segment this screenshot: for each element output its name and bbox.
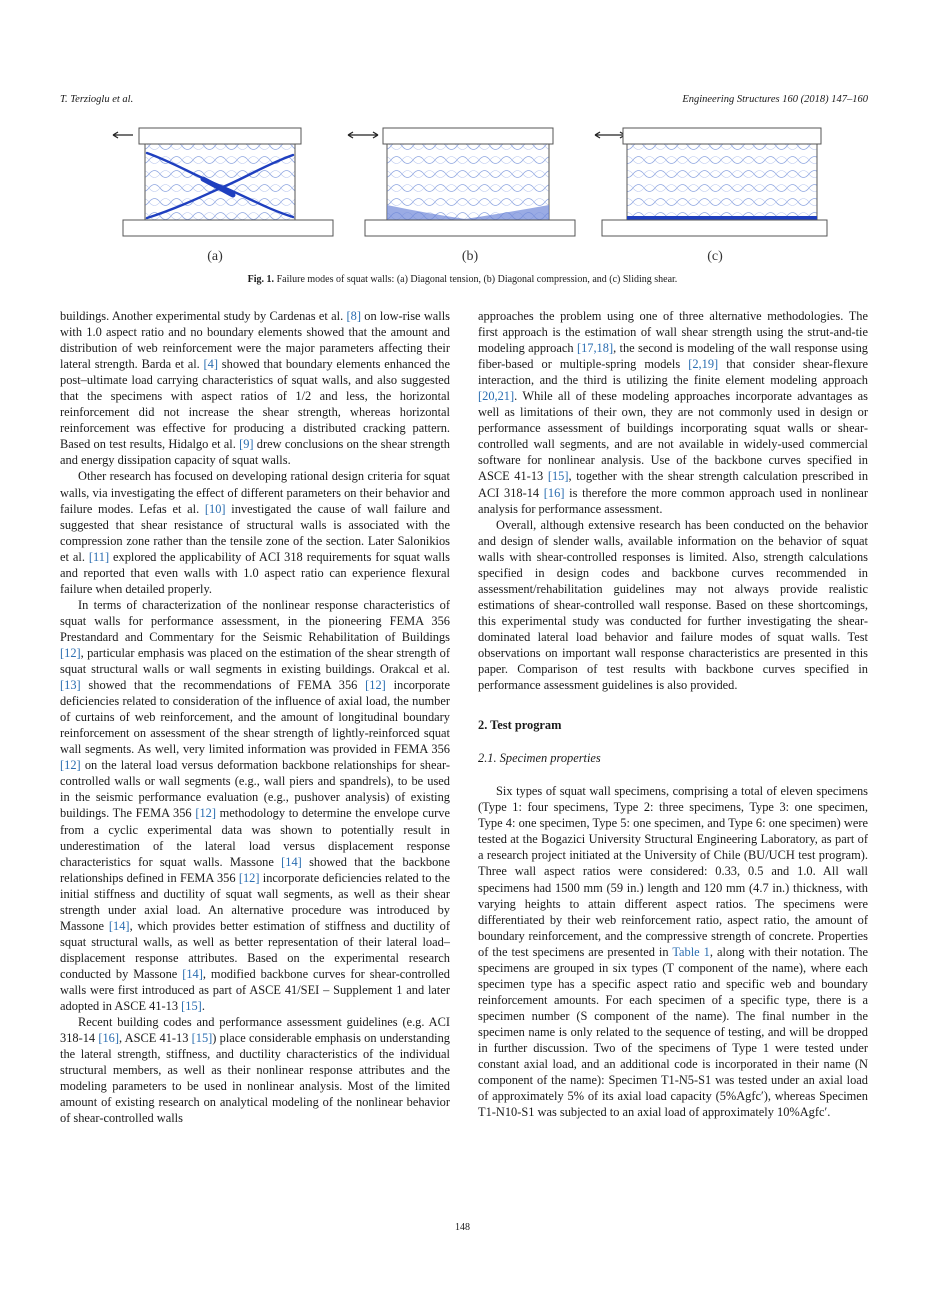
panel-c-sliding-shear: [595, 128, 827, 236]
wall-top-beam: [139, 128, 301, 144]
panel-label-b: (b): [461, 249, 479, 264]
citation-link[interactable]: [12]: [60, 645, 81, 660]
citation-link[interactable]: [11]: [88, 549, 110, 564]
citation-link[interactable]: [17,18]: [576, 341, 614, 356]
wall-foundation: [365, 220, 575, 236]
citation-link[interactable]: [14]: [108, 918, 130, 933]
paragraph: buildings. Another experimental study by Cardenas et al. [8] on low-rise walls with 1.0 aspect ratio and no boundary elements showed that the amount and distribution of web reinforcement were the major parameters affecting their lateral strength. Barda et al. [4] showed that boundary elements enhanced the post–ultimate load carrying characteristics of squat walls, and also suggested that the specimens with aspect ratios of 1/2 and less, the horizontal reinforcement did not increase the shear strength, whereas horizontal reinforcement was effective for producing a distributed cracking pattern. Based on test results, Hidalgo et al. [9] drew conclusions on the shear strength and energy dissipation capacity of squat walls.: [60, 309, 450, 468]
paragraph: Overall, although extensive research has been conducted on the behavior and design of slender walls, available information on the behavior of squat walls with shear-controlled responses is limited. Also, strength calculations specified in design codes and backbone curves recommended in assessment/rehabilitation guidelines may not always provide realistic estimations of shear-controlled wall response. Based on these shortcomings, this experimental study was conducted for further investigating the shear-dominated lateral load behavior and failure modes of squat walls. Test observations on important wall response characteristics are presented in this paper. Comparison of test results with backbone curves specified in performance assessment guidelines is also provided.: [478, 517, 868, 693]
wall-top-beam: [383, 128, 553, 144]
panel-b-diagonal-compression: [348, 128, 575, 236]
citation-link[interactable]: [12]: [60, 758, 81, 773]
citation-link[interactable]: [16]: [543, 485, 565, 500]
load-arrow-icon: [113, 132, 133, 138]
wall-web: [387, 144, 549, 220]
citation-link[interactable]: [2,19]: [688, 357, 719, 372]
panel-label-c: (c): [707, 249, 723, 264]
caption-label: Fig. 1.: [247, 274, 275, 285]
citation-link[interactable]: [15]: [181, 999, 202, 1014]
running-header-authors: T. Terzioglu et al.: [60, 94, 134, 105]
citation-link[interactable]: [15]: [191, 1031, 213, 1046]
citation-link[interactable]: [9]: [239, 437, 254, 452]
citation-link[interactable]: [15]: [547, 469, 569, 484]
panel-a-diagonal-tension: [113, 128, 333, 236]
subsection-heading: 2.1. Specimen properties: [478, 751, 601, 766]
citation-link[interactable]: [12]: [365, 678, 386, 693]
paragraph: Recent building codes and performance assessment guidelines (e.g. ACI 318-14 [16], ASCE 41-13 [15]) place considerable emphasis on understanding the lateral strength, stiffness, and ductility characteristics of the individual structural members, as well as their nonlinear response attributes and the modeling parameters to be used in nonlinear analysis. Most of the limited amount of existing research on analytical modeling of the nonlinear behavior of shear-controlled walls: [60, 1015, 450, 1126]
running-header-journal: Engineering Structures 160 (2018) 147–160: [682, 94, 868, 105]
failure-modes-figure: [105, 125, 835, 265]
citation-link[interactable]: Table 1: [672, 944, 710, 959]
citation-link[interactable]: [14]: [281, 854, 302, 869]
load-arrow-icon: [595, 132, 625, 138]
citation-link[interactable]: [8]: [346, 309, 361, 323]
figure-caption: [0, 274, 925, 285]
paragraph: Six types of squat wall specimens, comprising a total of eleven specimens (Type 1: four specimens, Type 2: three specimens, Type 3: one specimen, Type 4: one specimen, Type 5: one specimen, and Type 6: one specimen) were tested at the Bogazici University Structural Engineering Laboratory, as part of a research project initiated at the University of Chile (BU/UCH test program). Three wall aspect ratios were considered: 0.33, 0.5 and 1.0. All wall specimens had 1500 mm (59 in.) length and 120 mm (4.7 in.) thickness, with varying heights to attain different aspect ratios. The specimens were differentiated by their web reinforcement ratio, aspect ratio, the amount of boundary reinforcement, and the compressive strength of concrete. Properties of the test specimens are presented in Table 1, along with their notation. The specimens are grouped in six types (T component of the name), where each specimen type has a specific aspect ratio and specific web and boundary reinforcement amounts. For each specimen of a specific type, there is a specimen number (S component of the name). The final number in the specimen name is only related to the sequence of testing, and will be dropped in further discussion. Two of the specimens of Type 1 were tested under constant axial load, and an additional code is incorporated in their name (N component of the name): Specimen T1-N5-S1 was tested under an axial load of approximately 5% of its axial load capacity (5%Agfc′), whereas Specimen T1-N10-S1 was subjected to an axial load of approximately 10%Agfc′.: [478, 784, 868, 1120]
caption-text: Failure modes of squat walls: (a) Diagonal tension, (b) Diagonal compression, and (c) Sliding shear.: [274, 274, 678, 285]
section-heading: 2. Test program: [478, 718, 562, 733]
citation-link[interactable]: [14]: [182, 966, 203, 981]
left-column: [60, 308, 450, 1126]
citation-link[interactable]: [13]: [60, 678, 81, 693]
paragraph: Other research has focused on developing rational design criteria for squat walls, via investigating the effect of different parameters on their behavior and failure modes. Lefas et al. [10] investigated the cause of wall failure and suggested that shear resistance of structural walls is associated with the compression zone rather than the tensile zone of the section. Later Salonikios et al. [11] explored the applicability of ACI 318 requirements for squat walls and reported that even walls with 1.0 aspect ratio can experience flexural failure when detailed properly.: [60, 469, 450, 596]
citation-link[interactable]: [12]: [238, 870, 260, 885]
wall-foundation: [123, 220, 333, 236]
citation-link[interactable]: [20,21]: [478, 389, 515, 404]
page-number: 148: [455, 1222, 470, 1233]
paragraph: In terms of characterization of the nonlinear response characteristics of squat walls for performance assessment, in the pioneering FEMA 356 Prestandard and Commentary for the Seismic Rehabilitation of Buildings [12], particular emphasis was placed on the estimation of the shear strength of squat structural walls or wall segments in existing buildings. Orakcal et al. [13] showed that the recommendations of FEMA 356 [12] incorporate deficiencies related to consideration of the influence of axial load, the number of curtains of web reinforcement, and the amount of longitudinal boundary reinforcement on assessment of the shear strength of lightly-reinforced squat wall segments. As well, very limited information was provided in FEMA 356 [12] on the lateral load versus deformation backbone relationships for shear-controlled walls or wall segments (e.g., wall piers and spandrels), to be used in the seismic performance evaluation (e.g., pushover analysis) of existing buildings. The FEMA 356 [12] methodology to determine the envelope curve from a cyclic experimental data was shown to potentially result in underestimation of the lateral load versus displacement response characteristics for squat walls. Massone [14] showed that the backbone relationships defined in FEMA 356 [12] incorporate deficiencies related to the initial stiffness and ductility of squat wall segments, as well as their shear strength under axial load. An alternative procedure was introduced by Massone [14], which provides better estimation of stiffness and ductility of squat structural walls, as well as better representation of their lateral load–displacement response attributes. Based on the experimental research conducted by Massone [14], modified backbone curves for shear-controlled walls were first introduced as part of ASCE 41/SEI – Supplement 1 and later adopted in ASCE 41-13 [15].: [60, 597, 451, 1014]
paragraph: approaches the problem using one of three alternative methodologies. The first approach is the estimation of wall shear strength using the strut-and-tie modeling approach [17,18], the second is modeling of the wall response using fiber-based or multiple-spring models [2,19] that consider shear-flexure interaction, and the third is utilizing the finite element modeling approach [20,21]. While all of these modeling approaches incorporate advantages as well as limitations of their own, they are not commonly used in design or performance assessment of buildings incorporating squat walls or shear-controlled wall segments, and are not available in widely-used commercial software for nonlinear analysis. Use of the backbone curves specified in ASCE 41-13 [15], together with the shear strength calculation prescribed in ACI 318-14 [16] is therefore the more common approach used in nonlinear analysis for performance assessment.: [478, 309, 869, 516]
citation-link[interactable]: [4]: [203, 357, 218, 372]
sliding-plane: [627, 216, 817, 220]
right-column: [478, 308, 868, 1120]
load-arrow-icon: [348, 132, 378, 138]
wall-web: [627, 144, 817, 220]
citation-link[interactable]: [12]: [195, 806, 216, 821]
wall-foundation: [602, 220, 827, 236]
wall-top-beam: [623, 128, 821, 144]
citation-link[interactable]: [10]: [204, 501, 226, 516]
citation-link[interactable]: [16]: [98, 1031, 119, 1046]
panel-label-a: (a): [207, 249, 223, 264]
